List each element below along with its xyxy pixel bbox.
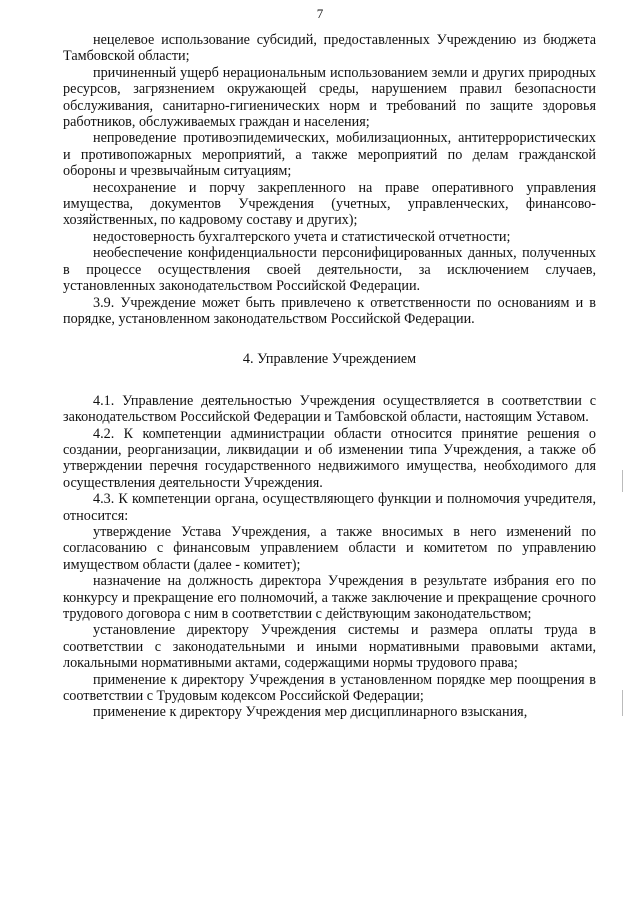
paragraph: причиненный ущерб нерациональным использованием земли и других природных ресурсов, загрязнением окружающей среды, нарушением правил безопасности обслуживания, санитарно-гигиенических норм и требований по защите здоровья работников, обслуживаемых граждан и населения;	[63, 64, 596, 131]
paragraph: нецелевое использование субсидий, предоставленных Учреждению из бюджета Тамбовской области;	[63, 32, 596, 65]
paragraph: 3.9. Учреждение может быть привлечено к ответственности по основаниям и в порядке, установленном законодательством Российской Федерации.	[63, 294, 596, 327]
paragraph: 4.3. К компетенции органа, осуществляющего функции и полномочия учредителя, относится:	[63, 491, 596, 524]
section-heading: 4. Управление Учреждением	[242, 351, 417, 368]
paragraph: необеспечение конфиденциальности персонифицированных данных, полученных в процессе осуществления своей деятельности, за исключением случаев, установленных законодательством Российской Федерации.	[63, 245, 596, 295]
paragraph: несохранение и порчу закрепленного на праве оперативного управления имущества, документов Учреждения (учетных, управленческих, финансово-хозяйственных, по кадровому составу и других);	[63, 179, 596, 229]
document-body	[63, 32, 596, 721]
paragraph: непроведение противоэпидемических, мобилизационных, антитеррористических и противопожарных мероприятий, а также мероприятий по делам гражданской обороны и чрезвычайным ситуациям;	[63, 130, 596, 180]
scan-edge-mark	[622, 690, 623, 716]
paragraph: применение к директору Учреждения в установленном порядке мер поощрения в соответствии с Трудовым кодексом Российской Федерации;	[63, 671, 596, 705]
paragraph: установление директору Учреждения системы и размера оплаты труда в соответствии с законодательными и иными нормативными правовыми актами, локальными нормативными актами, содержащими нормы трудового права;	[63, 622, 596, 672]
paragraph: назначение на должность директора Учреждения в результате избрания его по конкурсу и прекращение его полномочий, а также заключение и прекращение срочного трудового договора с ним в соответствии с действующим законодательством;	[63, 573, 596, 622]
page-number: 7	[316, 6, 324, 21]
scan-edge-mark	[622, 470, 623, 492]
paragraph: применение к директору Учреждения мер дисциплинарного взыскания,	[93, 704, 528, 721]
paragraph: утверждение Устава Учреждения, а также вносимых в него изменений по согласованию с финансовым управлением области и комитетом по управлению имуществом области (далее - комитет);	[63, 523, 596, 573]
paragraph: недостоверность бухгалтерского учета и статистической отчетности;	[93, 228, 511, 245]
paragraph: 4.2. К компетенции администрации области относится принятие решения о создании, реорганизации, ликвидации и об изменении типа Учреждения, а также об утверждении перечня государственного недвижимого имущества, необходимого для осуществления деятельности Учреждения.	[63, 425, 596, 491]
paragraph: 4.1. Управление деятельностью Учреждения осуществляется в соответствии с законодательством Российской Федерации и Тамбовской области, настоящим Уставом.	[63, 392, 596, 426]
